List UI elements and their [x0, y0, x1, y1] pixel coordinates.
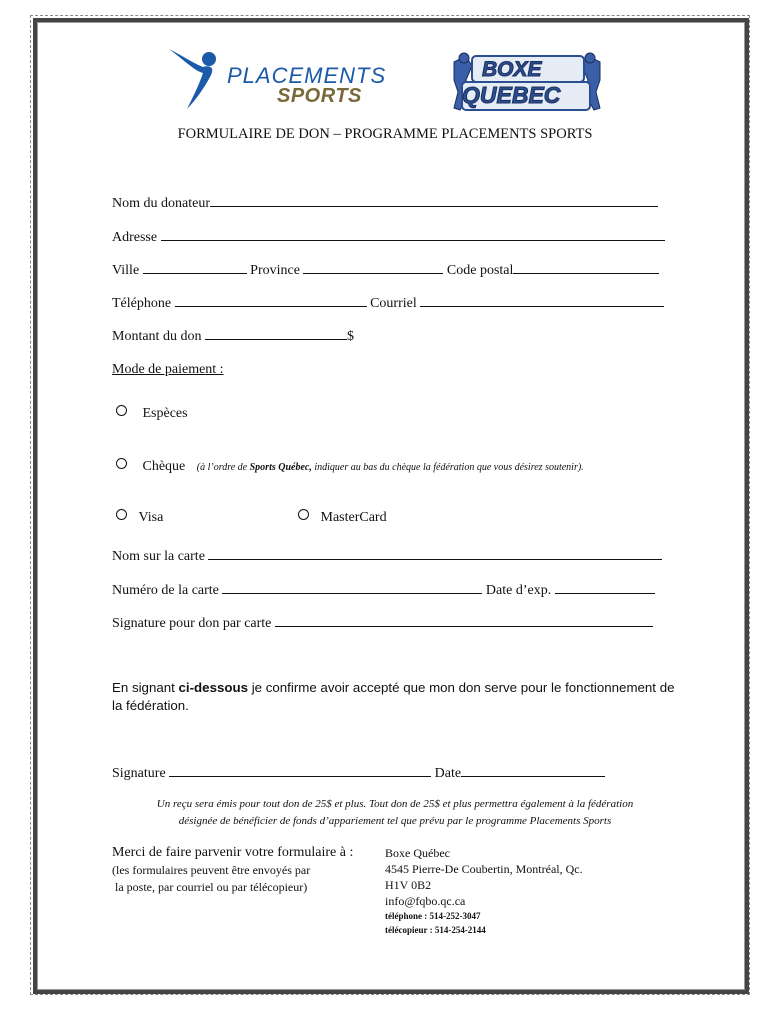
address-label: Adresse	[112, 230, 158, 245]
card-signature-row	[112, 614, 653, 632]
email-field[interactable]	[420, 294, 664, 307]
cheque-label: Chèque	[142, 459, 186, 474]
consent-text: En signant ci-dessous je confirme avoir accepté que mon don serve pour le fonctionnement de la fédération.	[112, 680, 675, 713]
mastercard-option[interactable]	[298, 509, 387, 526]
send-instructions: Merci de faire parvenir votre formulaire à :	[112, 845, 354, 860]
card-signature-label: Signature pour don par carte	[112, 616, 272, 631]
city-label: Ville	[112, 263, 140, 278]
card-number-row	[112, 581, 655, 599]
mailing-address	[385, 845, 583, 937]
amount-row	[112, 327, 354, 345]
card-name-row	[112, 547, 662, 565]
city-row	[112, 261, 659, 279]
placements-sports-logo	[165, 45, 390, 115]
payment-heading: Mode de paiement :	[112, 362, 224, 377]
contact-email[interactable]: info@fqbo.qc.ca	[385, 894, 466, 908]
card-name-field[interactable]	[208, 547, 662, 560]
postal-code-field[interactable]	[513, 261, 659, 274]
visa-option[interactable]	[116, 509, 163, 526]
currency-symbol: $	[346, 329, 354, 344]
visa-label: Visa	[138, 510, 164, 525]
mastercard-radio[interactable]	[298, 509, 309, 520]
form-title: FORMULAIRE DE DON – PROGRAMME PLACEMENTS SPORTS	[177, 126, 593, 142]
org-name: Boxe Québec	[385, 846, 450, 860]
province-label: Province	[250, 263, 300, 278]
cash-label: Espèces	[142, 406, 188, 421]
card-name-label: Nom sur la carte	[112, 549, 205, 564]
province-field[interactable]	[303, 261, 443, 274]
visa-radio[interactable]	[116, 509, 127, 520]
contact-fax: télécopieur : 514-254-2144	[385, 925, 486, 935]
cheque-radio[interactable]	[116, 458, 127, 469]
receipt-note: Un reçu sera émis pour tout don de 25$ et plus. Tout don de 25$ et plus permettra également à la fédération désignée de bénéficier de fonds d’appariement tel que prévu par le programme Placements Sports	[156, 798, 634, 827]
signature-field[interactable]	[169, 764, 431, 777]
postal-code-label: Code postal	[446, 263, 514, 278]
donor-name-row	[112, 194, 658, 212]
cash-option[interactable]	[116, 405, 188, 422]
card-signature-field[interactable]	[275, 614, 653, 627]
exp-date-label: Date d’exp.	[485, 583, 552, 598]
logo-quebec-text: QUEBEC	[462, 82, 561, 108]
contact-phone: téléphone : 514-252-3047	[385, 911, 481, 921]
phone-field[interactable]	[175, 294, 367, 307]
athlete-icon	[165, 45, 235, 113]
cheque-option[interactable]	[116, 458, 584, 475]
phone-label: Téléphone	[112, 296, 172, 311]
email-label: Courriel	[370, 296, 417, 311]
logo-boxe-text: BOXE	[482, 58, 542, 81]
send-methods: (les formulaires peuvent être envoyés par la poste, par courriel ou par télécopieur)	[112, 863, 311, 894]
phone-row	[112, 294, 664, 312]
signature-row	[112, 764, 605, 782]
card-number-label: Numéro de la carte	[112, 583, 219, 598]
logo-placements-text: PLACEMENTS	[227, 63, 387, 88]
exp-date-field[interactable]	[555, 581, 655, 594]
logo-sports-text: SPORTS	[277, 85, 362, 107]
postal-code: H1V 0B2	[385, 878, 432, 892]
donor-name-field[interactable]	[210, 194, 658, 207]
signature-label: Signature	[112, 766, 166, 781]
mastercard-label: MasterCard	[320, 510, 387, 525]
amount-label: Montant du don	[112, 329, 202, 344]
donor-name-label: Nom du donateur	[112, 196, 210, 211]
cheque-note: (à l’ordre de Sports Québec, indiquer au bas du chèque la fédération que vous désirez soutenir).	[196, 462, 584, 473]
address-row	[112, 228, 665, 246]
boxe-quebec-logo	[452, 52, 602, 114]
street-address: 4545 Pierre-De Coubertin, Montréal, Qc.	[385, 862, 583, 876]
cash-radio[interactable]	[116, 405, 127, 416]
city-field[interactable]	[143, 261, 247, 274]
address-field[interactable]	[161, 228, 665, 241]
amount-field[interactable]	[205, 327, 347, 340]
card-number-field[interactable]	[222, 581, 482, 594]
date-field[interactable]	[461, 764, 605, 777]
date-label: Date	[434, 766, 462, 781]
